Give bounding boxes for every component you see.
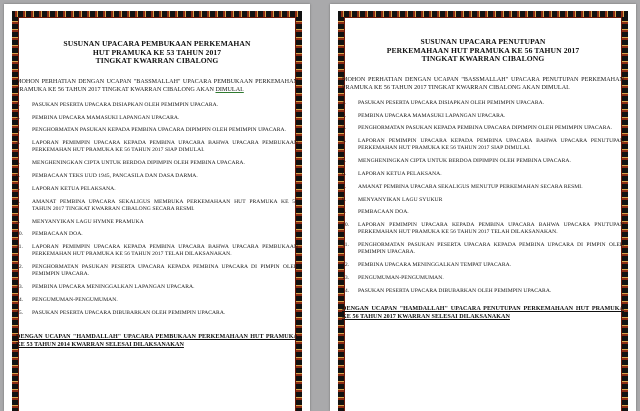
intro-tail: AKAN DIMULAI. [522, 84, 570, 91]
step-text: PENGUMUMAN-PENGUMUMAN. [32, 296, 118, 303]
step-number: 4. [342, 138, 347, 145]
list-item [342, 184, 624, 191]
title-line: SUSUNAN UPACARA PEMBUKAAN PERKEMAHAN [63, 39, 251, 48]
step-text: AMANAT PEMBINA UPACARA SEKALIGUS MENUTUP PERKEMAHAN SECARA RESMI. [358, 183, 583, 190]
step-number: 3. [16, 127, 21, 134]
list-item [342, 242, 624, 256]
step-text: PASUKAN PESERTA UPACARA DIBUBARKAN OLEH PEMIMPIN UPACARA. [32, 309, 226, 316]
list-item [16, 102, 298, 109]
step-number: 1. [16, 101, 21, 108]
step-text: MENYANYIKAN LAGU SYUKUR [358, 196, 443, 203]
step-text: LAPORAN KETUA PELAKSANA. [358, 170, 442, 177]
step-number: 13. [16, 284, 24, 291]
list-item [16, 297, 298, 304]
list-item [342, 262, 624, 269]
step-text: PEMBACAAN DOA. [32, 231, 83, 238]
title-line: TINGKAT KWARRAN CIBALONG [421, 54, 545, 64]
step-number: 3. [342, 125, 347, 132]
list-item [342, 113, 624, 120]
step-number: 5. [342, 158, 347, 165]
step-number: 2. [342, 112, 347, 119]
step-text: LAPORAN PEMIMPIN UPACARA KEPADA PEMBINA UPACARA BAHWA UPACARA PEMBUKAAN PERKEMAHAN HUT PRAMUKA KE 56 TAHUN 2017 TELAH DILAKSANAKAN. [32, 244, 298, 258]
step-number: 5. [16, 160, 21, 167]
list-item [16, 264, 298, 278]
step-text: PEMBINA UPACARA MAMASUKI LAPANGAN UPACARA. [358, 112, 506, 119]
list-item [16, 244, 298, 258]
list-item [342, 222, 624, 236]
list-item [342, 125, 624, 132]
list-item [342, 100, 624, 107]
list-item [16, 115, 298, 122]
step-number: 11. [342, 242, 349, 249]
closing-statement: DENGAN UCAPAN "HAMDALLAH" UPACARA PEMBUKAAN PERKEMAHAAN HUT PRAMUKA KE 53 TAHUN 2014 KWARRAN SELESAI DILAKSANAKAN [16, 333, 298, 348]
step-text: PASUKAN PESERTA UPACARA DIBUBARKAN OLEH PEMIMPIN UPACARA. [358, 287, 552, 294]
list-item [16, 173, 298, 180]
list-item [16, 160, 298, 167]
step-text: PENGHORMATAN PASUKAN KEPADA PEMBINA UPACARA DIPIMPIN OLEH PEMIMPIN UPACARA. [32, 127, 287, 134]
step-text: PENGHORMATAN PASUKAN PESERTA UPACARA KEPADA PEMBINA UPACARA DI PIMPIN OLEH PEMIMPIN UPACARA. [32, 264, 298, 278]
page-content [16, 40, 298, 349]
list-item [16, 231, 298, 238]
step-number: 11. [16, 244, 23, 251]
step-text: PASUKAN PESERTA UPACARA DISIAPKAN OLEH PEMIMPIN UPACARA. [358, 99, 545, 106]
list-item [342, 275, 624, 282]
list-item [342, 138, 624, 152]
step-text: LAPORAN PEMIMPIN UPACARA KEPADA PEMBINA UPACARA BAHWA UPACARA PNUTUPAN PERKEMAHAN HUT PRAMUKA KE 56 TAHUN 2017 TELAH DILAKSANAKAN. [358, 222, 624, 236]
step-text: PEMBINA UPACARA MENINGGALKAN TEMPAT UPACARA. [358, 262, 512, 269]
step-number: 14. [342, 287, 350, 294]
step-number: 1. [342, 99, 347, 106]
ceremony-steps [16, 102, 298, 317]
step-text: PEMBINA UPACARA MENINGGALKAN LAPANGAN UPACARA. [32, 284, 195, 291]
step-text: PASUKAN PESERTA UPACARA DISIAPKAN OLEH PEMIMPIN UPACARA. [32, 101, 219, 108]
page-title [16, 40, 298, 66]
document-page-opening [4, 4, 310, 411]
title-line: TINGKAT KWARRAN CIBALONG [95, 56, 219, 66]
step-number: 7. [342, 183, 347, 190]
step-number: 6. [16, 172, 21, 179]
intro-text: MOHON PERHATIAN DENGAN UCAPAN "BASSMALLAH" UPACARA PEMBUKAAN PERKEMAHAN PRAMUKA KE 56 TAHUN 2017 TINGKAT KWARRAN CIBALONG AKAN [16, 78, 298, 93]
step-number: 12. [342, 262, 350, 269]
list-item [342, 288, 624, 295]
list-item [16, 127, 298, 134]
list-item [342, 158, 624, 165]
step-text: AMANAT PEMBINA UPACARA SEKALIGUS MEMBUKA PERKEMAHAAN HUT PRAMUKA KE 56 TAHUN 2017 TINGKAT KWARRAN CIBALONG SECARA RESMI. [32, 198, 298, 212]
step-number: 13. [342, 274, 350, 281]
step-text: MENGHENINGKAN CIPTA UNTUK BERDOA DIPIMPIN OLEH PEMBINA UPACARA. [358, 158, 571, 165]
step-number: 8. [342, 196, 347, 203]
step-number: 8. [16, 198, 21, 205]
step-text: LAPORAN PEMIMPIN UPACARA KEPADA PEMBINA UPACARA BAHWA UPACARA PENUTUPAN PERKEMAHAN HUT PRAMUKA KE 56 TAHUN 2017 SIAP DIMULAI. [358, 138, 624, 152]
list-item [16, 310, 298, 317]
step-text: LAPORAN PEMIMPIN UPACARA KEPADA PEMBINA UPACARA BAHWA UPACARA PEMBUKAAN PERKEMAHAN HUT PRAMUKA KE 56 TAHUN 2017 SIAP DIMULAI. [32, 140, 298, 154]
list-item [16, 186, 298, 193]
step-number: 2. [16, 114, 21, 121]
step-number: 9. [342, 209, 347, 216]
intro-text: MOHON PERHATIAN DENGAN UCAPAN "BASSMALLAH" UPACARA PENUTUPAN PERKEMAHAN PRAMUKA KE 56 TAHUN 2017 TINGKAT KWARRAN CIBALONG [342, 76, 624, 91]
step-text: LAPORAN KETUA PELAKSANA. [32, 185, 116, 192]
list-item [16, 219, 298, 226]
step-number: 12. [16, 264, 24, 271]
step-number: 6. [342, 170, 347, 177]
list-item [16, 140, 298, 154]
step-text: PENGHORMATAN PASUKAN KEPADA PEMBINA UPACARA DIPIMPIN OLEH PEMIMPIN UPACARA. [358, 125, 613, 132]
step-text: PENGUMUMAN-PENGUMUMAN. [358, 274, 444, 281]
step-number: 15. [16, 309, 24, 316]
intro-paragraph [342, 76, 624, 92]
page-title [342, 38, 624, 64]
step-number: 7. [16, 185, 21, 192]
step-text: PEMBACAAN DOA. [358, 209, 409, 216]
list-item [342, 197, 624, 204]
list-item [16, 284, 298, 291]
intro-tail: DIMULAI. [215, 86, 244, 93]
title-line: SUSUNAN UPACARA PENUTUPAN [420, 37, 546, 46]
page-content [342, 38, 624, 321]
step-text: MENYANYIKAN LAGU HYMNE PRAMUKA [32, 218, 144, 225]
title-line: PERKEMAHAAN HUT PRAMUKA KE 56 TAHUN 2017 [386, 45, 580, 55]
intro-paragraph [16, 78, 298, 94]
list-item [16, 199, 298, 213]
step-text: PENGHORMATAN PASUKAN PESERTA UPACARA KEPADA PEMBINA UPACARA DI PIMPIN OLEH PEMIMPIN UPACARA. [358, 242, 624, 256]
step-text: MENGHENINGKAN CIPTA UNTUK BERDOA DIPIMPIN OLEH PEMBINA UPACARA. [32, 160, 245, 167]
step-number: 10. [342, 222, 350, 229]
step-number: 9. [16, 218, 21, 225]
step-text: PEMBINA UPACARA MAMASUKI LAPANGAN UPACARA. [32, 114, 180, 121]
step-number: 14. [16, 296, 24, 303]
step-number: 10. [16, 231, 24, 238]
ceremony-steps [342, 100, 624, 295]
title-line: HUT PRAMUKA KE 53 TAHUN 2017 [92, 47, 222, 57]
step-number: 4. [16, 140, 21, 147]
list-item [342, 209, 624, 216]
document-page-closing [330, 4, 636, 411]
closing-statement: DENGAN UCAPAN "HAMDALLAH" UPACARA PENUTUPAN PERKEMAHAAN HUT PRAMUKA KE 56 TAHUN 2017 KWARRAN SELESAI DILAKSANAKAN [342, 305, 624, 320]
list-item [342, 171, 624, 178]
step-text: PEMBACAAN TEKS UUD 1945, PANCASILA DAN DASA DARMA. [32, 172, 198, 179]
